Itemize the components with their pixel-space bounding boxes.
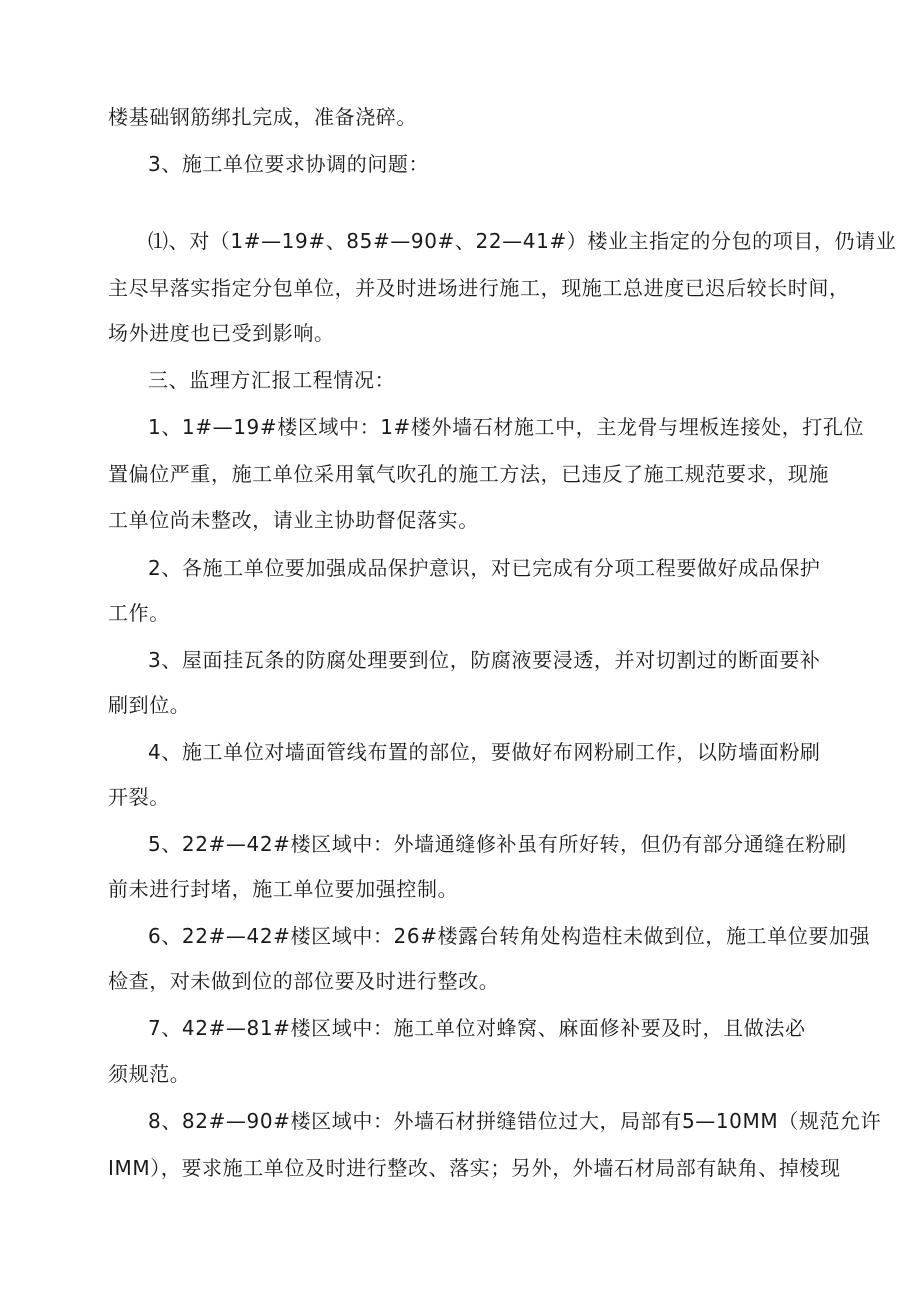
text-line: 楼基础钢筋绑扎完成，准备浇碎。 — [108, 105, 417, 129]
text-line: 三、监理方汇报工程情况： — [148, 368, 396, 392]
text-line: IMM），要求施工单位及时进行整改、落实；另外，外墙石材局部有缺角、掉棱现 — [108, 1156, 841, 1180]
text-line: 8、82#—90#楼区域中：外墙石材拼缝错位过大，局部有5—10MM（规范允许 — [148, 1109, 882, 1133]
text-line: 开裂。 — [108, 785, 170, 809]
text-line: 场外进度也已受到影响。 — [108, 321, 335, 345]
text-line: 2、各施工单位要加强成品保护意识，对已完成有分项工程要做好成品保护 — [148, 556, 821, 580]
text-line: 3、屋面挂瓦条的防腐处理要到位，防腐液要浸透，并对切割过的断面要补 — [148, 648, 821, 672]
text-line: 须规范。 — [108, 1062, 191, 1086]
text-line: 1、1#—19#楼区域中：1#楼外墙石材施工中，主龙骨与埋板连接处，打孔位 — [148, 415, 865, 439]
text-line: 5、22#—42#楼区域中：外墙通缝修补虽有所好转，但仍有部分通缝在粉刷 — [148, 832, 847, 856]
text-line: 检查，对未做到位的部位要及时进行整改。 — [108, 969, 500, 993]
text-line: 3、施工单位要求协调的问题： — [148, 152, 430, 176]
text-line: 4、施工单位对墙面管线布置的部位，要做好布网粉刷工作，以防墙面粉刷 — [148, 740, 821, 764]
text-line: 前未进行封堵，施工单位要加强控制。 — [108, 877, 459, 901]
text-line: 工作。 — [108, 601, 170, 625]
text-line: ⑴、对（1#—19#、85#—90#、22—41#）楼业主指定的分包的项目，仍请业 — [148, 229, 897, 253]
text-line: 工单位尚未整改，请业主协助督促落实。 — [108, 508, 479, 532]
text-line: 7、42#—81#楼区域中：施工单位对蜂窝、麻面修补要及时，且做法必 — [148, 1016, 806, 1040]
text-line: 6、22#—42#楼区域中：26#楼露台转角处构造柱未做到位，施工单位要加强 — [148, 924, 871, 948]
text-line: 刷到位。 — [108, 693, 191, 717]
text-line: 主尽早落实指定分包单位，并及时进场进行施工，现施工总进度已迟后较长时间， — [108, 276, 850, 300]
text-line: 置偏位严重，施工单位采用氧气吹孔的施工方法，已违反了施工规范要求，现施 — [108, 462, 829, 486]
